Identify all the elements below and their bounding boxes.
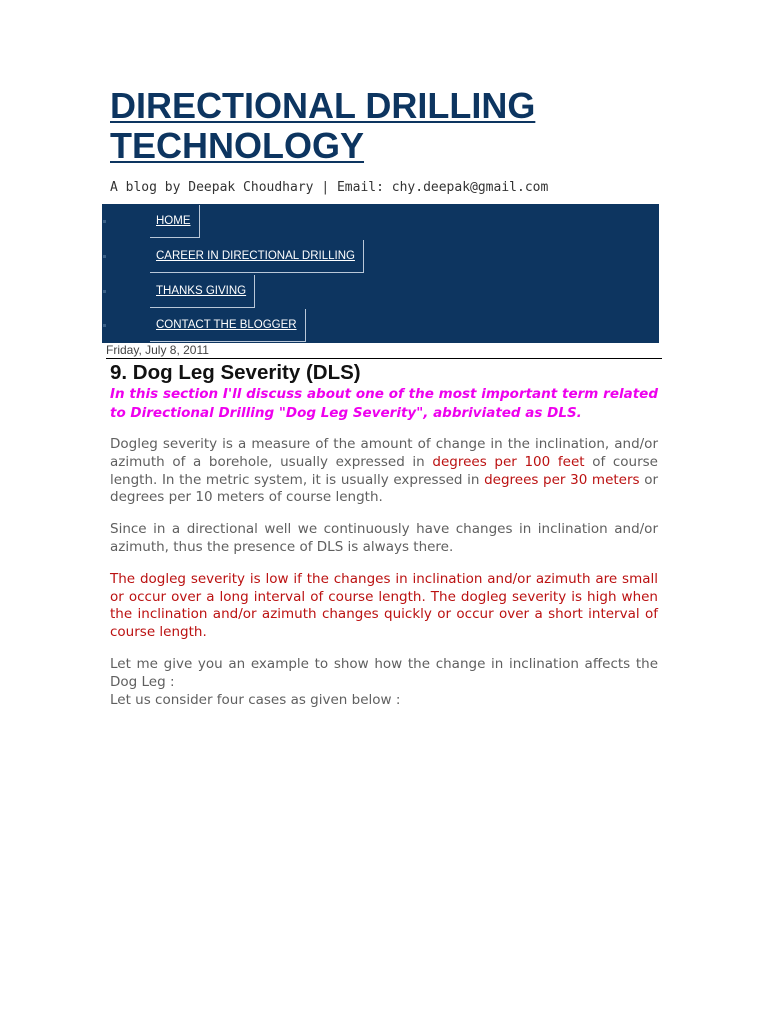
paragraph-example: Let me give you an example to show how the change in inclination affects the Dog Leg : [110,655,658,690]
nav-link-contact[interactable]: CONTACT THE BLOGGER [150,309,306,342]
nav-bar [102,204,659,343]
bullet-icon [103,255,106,258]
paragraph-presence: Since in a directional well we continuously have changes in inclination and/or azimuth, thus the presence of DLS is always there. [110,521,658,555]
paragraph-text: Dogleg severity is a measure of the amount of change in the inclination, and/or azimuth of a borehole, usually expressed in [110,436,658,470]
nav-link-career[interactable]: CAREER IN DIRECTIONAL DRILLING [150,240,364,273]
bullet-icon [103,324,106,327]
bullet-icon [103,220,106,223]
paragraph-text: or degrees per 10 meters of course length. [110,471,659,506]
highlight-imperial-unit: degrees per 100 feet [432,453,585,470]
paragraph-text: of course length. In the metric system, it is usually expressed in [110,453,658,488]
post-body [110,385,658,709]
highlight-metric-unit: degrees per 30 meters [484,471,640,488]
blog-title[interactable]: DIRECTIONAL DRILLING TECHNOLOGY [110,85,536,166]
paragraph-low-high: The dogleg severity is low if the changes in inclination and/or azimuth are small or occur over a long interval of course length. The dogleg severity is high when the inclination and/or azimuth changes quickly or occur over a short interval of course length. [110,570,658,641]
blog-description: A blog by Deepak Choudhary | Email: chy.deepak@gmail.com [110,180,549,195]
paragraph-definition [110,436,658,507]
nav-link-home[interactable]: HOME [150,205,200,238]
nav-link-thanks-giving[interactable]: THANKS GIVING [150,275,255,308]
paragraph-cases: Let us consider four cases as given below : [110,691,401,708]
post-date: Friday, July 8, 2011 [106,343,662,359]
post-title: 9. Dog Leg Severity (DLS) [110,361,361,384]
post-intro: In this section I'll discuss about one of the most important term related to Directional Drilling "Dog Leg Severity", abbriviated as DLS. [110,386,658,421]
bullet-icon [103,290,106,293]
